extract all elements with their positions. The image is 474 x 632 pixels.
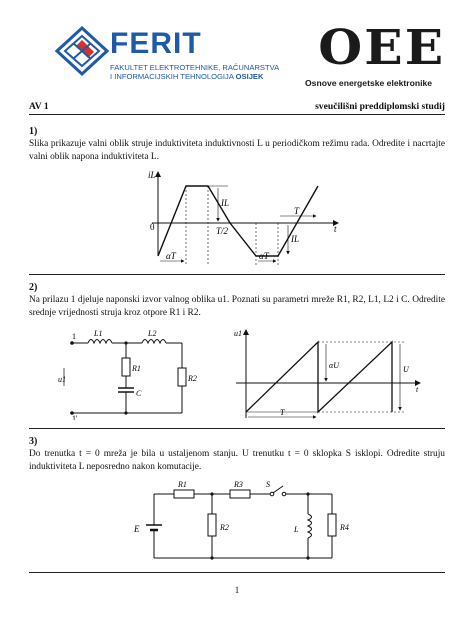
p3-s-label: S bbox=[266, 480, 270, 489]
p2-port-top: 1 bbox=[72, 332, 76, 341]
p3-switch bbox=[273, 486, 283, 493]
p2-fig-amp: U bbox=[403, 365, 409, 374]
p2-resistor-r2 bbox=[178, 368, 186, 386]
p2-inductor-l2 bbox=[142, 340, 166, 344]
p1-period: T bbox=[294, 206, 300, 216]
problem2-circuit bbox=[58, 328, 208, 420]
problem3-text: Do trenutka t = 0 mreža je bila u ustaljenom stanju. U trenutku t = 0 sklopka S isklopi. Odredite struju induktiviteta L neposredno nakon komutacije. bbox=[29, 449, 445, 472]
p1-origin: 0 bbox=[150, 222, 155, 232]
p2-resistor-r1 bbox=[122, 358, 130, 376]
p3-inductor-l bbox=[308, 514, 312, 538]
p2-fig-alpha-u: αU bbox=[329, 361, 339, 370]
problem2-figure bbox=[234, 326, 424, 422]
problem3-number: 3) bbox=[29, 436, 38, 447]
p1-amp-bottom: IL bbox=[291, 234, 300, 244]
p2-c-label: C bbox=[136, 389, 142, 398]
ferit-logo bbox=[55, 26, 109, 76]
divider-1 bbox=[29, 274, 445, 275]
faculty-city: OSIJEK bbox=[235, 72, 264, 81]
p2-port-bottom: 1' bbox=[72, 414, 78, 420]
p3-resistor-r1 bbox=[174, 490, 194, 498]
faculty-line2-wrap bbox=[110, 72, 263, 81]
p2-inductor-l1 bbox=[88, 340, 112, 344]
p3-r3-label: R3 bbox=[234, 480, 243, 489]
divider-2 bbox=[29, 428, 445, 429]
p2-l1-label: L1 bbox=[94, 329, 103, 338]
subheader-left: AV 1 bbox=[29, 101, 49, 112]
p2-r2-label: R2 bbox=[188, 374, 197, 383]
p2-r1-label: R1 bbox=[132, 364, 141, 373]
divider-bottom bbox=[29, 572, 445, 573]
problem1-number: 1) bbox=[29, 126, 38, 137]
p1-amp-top: IL bbox=[221, 198, 230, 208]
p3-r4-label: R4 bbox=[340, 523, 349, 532]
problem2-number: 2) bbox=[29, 282, 38, 293]
problem3-circuit bbox=[122, 478, 362, 566]
course-logo: OEE bbox=[318, 20, 446, 76]
p1-t-label: t bbox=[334, 224, 337, 234]
p2-l2-label: L2 bbox=[148, 329, 157, 338]
p3-resistor-r4 bbox=[328, 514, 336, 536]
page-number: 1 bbox=[234, 585, 240, 595]
course-name: Osnove energetske elektronike bbox=[305, 78, 433, 88]
p1-y-label: iL bbox=[148, 170, 156, 180]
p2-voltage: u1 bbox=[58, 375, 66, 384]
p1-rise2: αT bbox=[259, 251, 269, 261]
p2-fig-y-label: u1 bbox=[234, 329, 242, 338]
faculty-line1: FAKULTET ELEKTROTEHNIKE, RAČUNARSTVA bbox=[110, 63, 280, 72]
problem2-text: Na prilazu 1 djeluje naponski izvor valnog oblika u1. Poznati su parametri mreže R1, R2, L1, L2 i C. Odredite srednje vrijednosti struja kroz otpore R1 i R2. bbox=[29, 295, 445, 318]
p3-resistor-r3 bbox=[230, 490, 250, 498]
p1-half: T/2 bbox=[216, 226, 229, 236]
p2-fig-t-label: t bbox=[416, 385, 419, 394]
p3-resistor-r2 bbox=[208, 514, 216, 536]
p3-l-label: L bbox=[294, 525, 299, 534]
p2-fig-period: T bbox=[280, 408, 285, 417]
faculty-line2: I INFORMACIJSKIH TEHNOLOGIJA bbox=[110, 72, 234, 81]
p2-voltage-waveform bbox=[246, 342, 392, 412]
p3-e-label: E bbox=[134, 524, 140, 534]
p1-current-waveform bbox=[158, 186, 318, 256]
ferit-emblem-icon bbox=[55, 26, 109, 76]
p3-r1-label: R1 bbox=[178, 480, 187, 489]
problem1-text: Slika prikazuje valni oblik struje induktiviteta induktivnosti L u periodičkom režimu rada. Odredite i nacrtajte valni oblik napona induktiviteta L. bbox=[29, 139, 445, 162]
p1-rise1: αT bbox=[166, 251, 176, 261]
problem1-figure bbox=[148, 168, 348, 268]
p3-r2-label: R2 bbox=[220, 523, 229, 532]
divider-top bbox=[29, 114, 445, 115]
ferit-name: FERIT bbox=[110, 27, 202, 60]
subheader-right: sveučilišni preddiplomski studij bbox=[315, 101, 445, 112]
